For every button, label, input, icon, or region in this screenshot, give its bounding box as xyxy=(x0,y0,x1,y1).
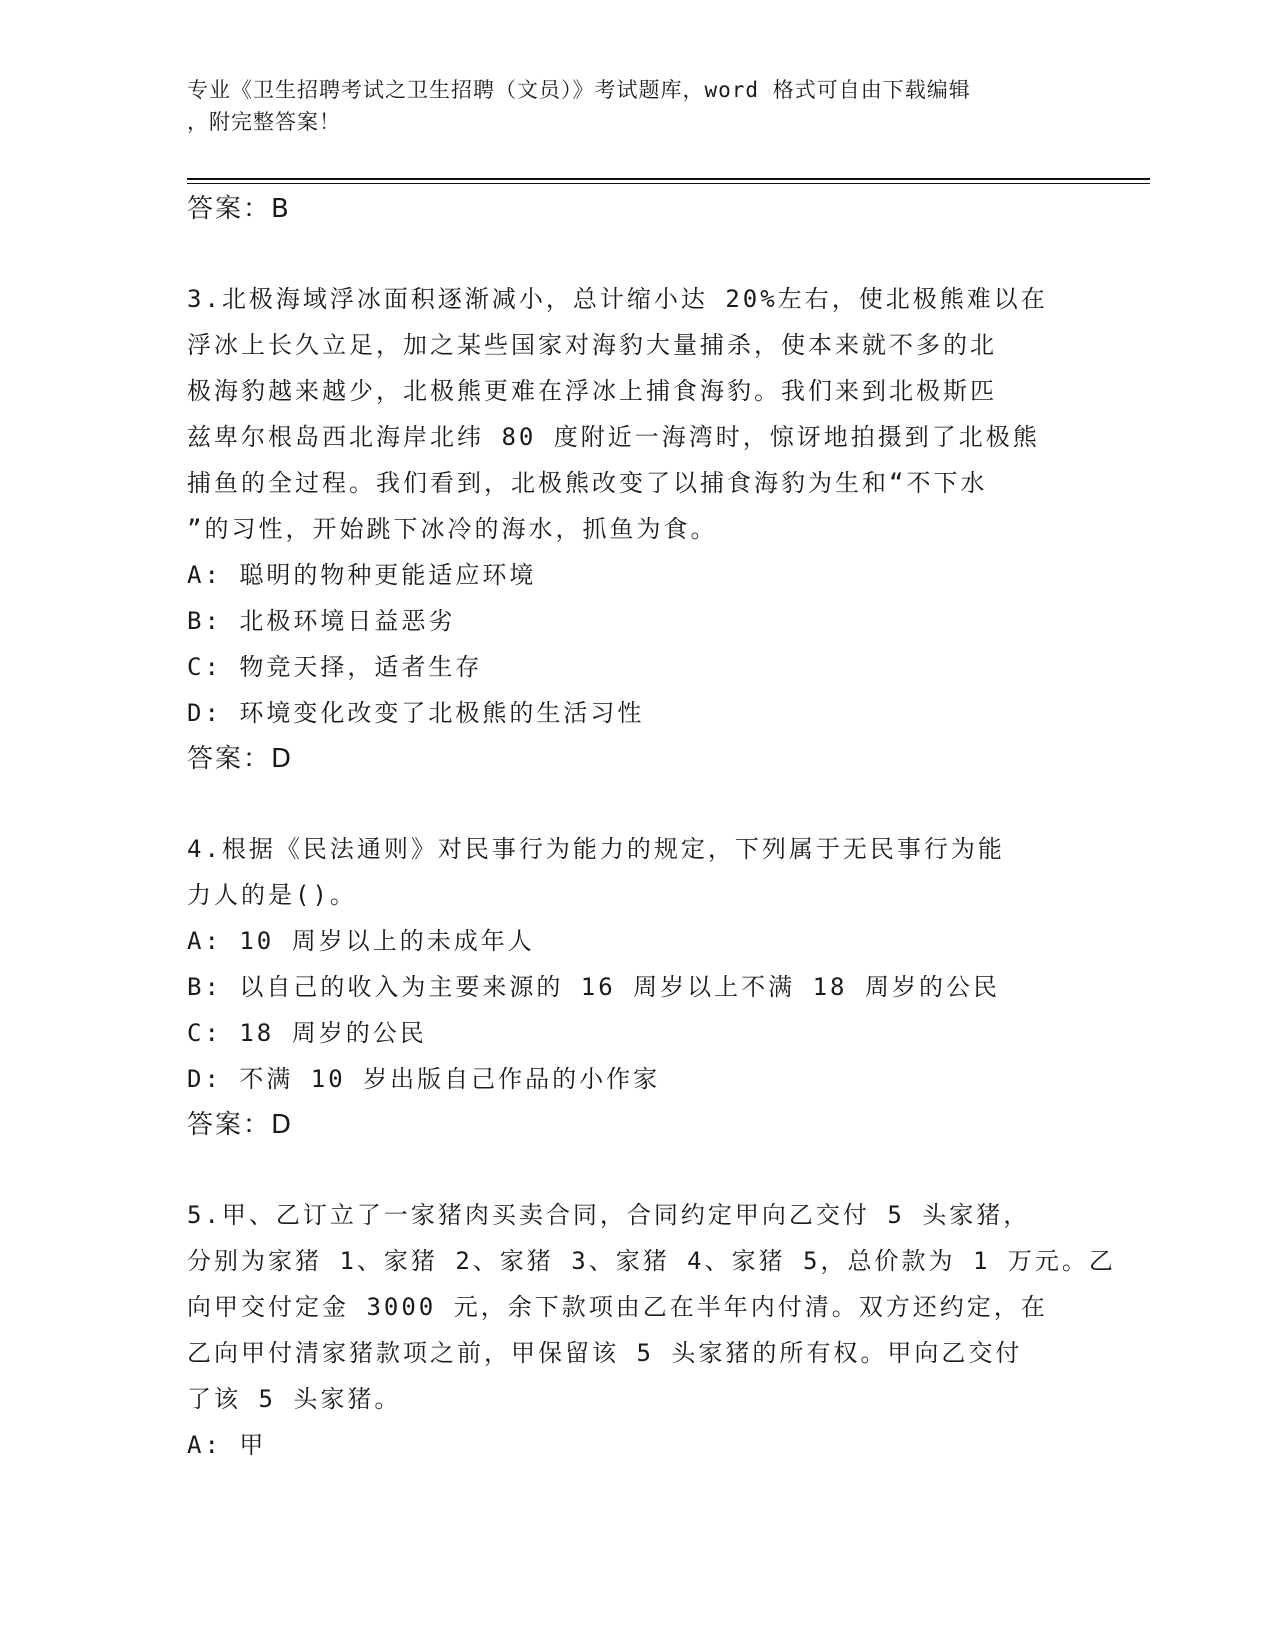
question-4-answer: 答案：D xyxy=(187,1110,294,1140)
question-5-text-line: 分别为家猪 1、家猪 2、家猪 3、家猪 4、家猪 5，总价款为 1 万元。乙 xyxy=(187,1247,1116,1275)
question-3 xyxy=(187,276,1087,782)
question-4-text-line: 力人的是()。 xyxy=(187,881,357,909)
question-4-text-line: 4.根据《民法通则》对民事行为能力的规定，下列属于无民事行为能 xyxy=(187,835,1005,863)
question-3-text-line: 捕鱼的全过程。我们看到，北极熊改变了以捕食海豹为生和“不下水 xyxy=(187,469,988,497)
document-body xyxy=(187,186,1116,1468)
header-line-1: 专业《卫生招聘考试之卫生招聘（文员）》考试题库，word 格式可自由下载编辑 xyxy=(187,78,971,102)
question-5-option-a: A: 甲 xyxy=(187,1431,267,1459)
question-3-text-line: 兹卑尔根岛西北海岸北纬 80 度附近一海湾时，惊讶地拍摄到了北极熊 xyxy=(187,423,1040,451)
question-5-text-line: 5.甲、乙订立了一家猪肉买卖合同，合同约定甲向乙交付 5 头家猪， xyxy=(187,1201,1031,1229)
spacer xyxy=(187,782,1087,826)
answer-previous: 答案：B xyxy=(187,194,291,224)
question-4 xyxy=(187,826,1087,1148)
question-5-text-line: 向甲交付定金 3000 元，余下款项由乙在半年内付清。双方还约定，在 xyxy=(187,1293,1048,1321)
question-5 xyxy=(187,1192,1116,1468)
question-3-text-line: 浮冰上长久立足，加之某些国家对海豹大量捕杀，使本来就不多的北 xyxy=(187,331,997,359)
question-4-option-a: A: 10 周岁以上的未成年人 xyxy=(187,927,535,955)
question-3-text-line: 极海豹越来越少，北极熊更难在浮冰上捕食海豹。我们来到北极斯匹 xyxy=(187,377,997,405)
question-3-option-a: A: 聪明的物种更能适应环境 xyxy=(187,561,537,589)
spacer xyxy=(187,1148,1087,1192)
page-header xyxy=(187,74,1067,138)
header-rule-thin xyxy=(187,183,1150,184)
question-3-option-d: D: 环境变化改变了北极熊的生活习性 xyxy=(187,699,645,727)
question-5-text-line: 乙向甲付清家猪款项之前，甲保留该 5 头家猪的所有权。甲向乙交付 xyxy=(187,1339,1023,1367)
question-3-answer: 答案：D xyxy=(187,744,294,774)
question-5-text-line: 了该 5 头家猪。 xyxy=(187,1385,402,1413)
question-3-option-b: B: 北极环境日益恶劣 xyxy=(187,607,456,635)
question-3-text-line: 3.北极海域浮冰面积逐渐减小，总计缩小达 20%左右，使北极熊难以在 xyxy=(187,285,1048,313)
question-3-option-c: C: 物竞天择，适者生存 xyxy=(187,653,483,681)
question-3-text-line: ”的习性，开始跳下冰冷的海水，抓鱼为食。 xyxy=(187,515,718,543)
question-4-option-c: C: 18 周岁的公民 xyxy=(187,1019,427,1047)
spacer xyxy=(187,232,1087,276)
header-line-2: ，附完整答案！ xyxy=(187,110,341,134)
question-4-option-b: B: 以自己的收入为主要来源的 16 周岁以上不满 18 周岁的公民 xyxy=(187,973,1000,1001)
header-rule-thick xyxy=(187,178,1150,180)
question-4-option-d: D: 不满 10 岁出版自己作品的小作家 xyxy=(187,1065,661,1093)
